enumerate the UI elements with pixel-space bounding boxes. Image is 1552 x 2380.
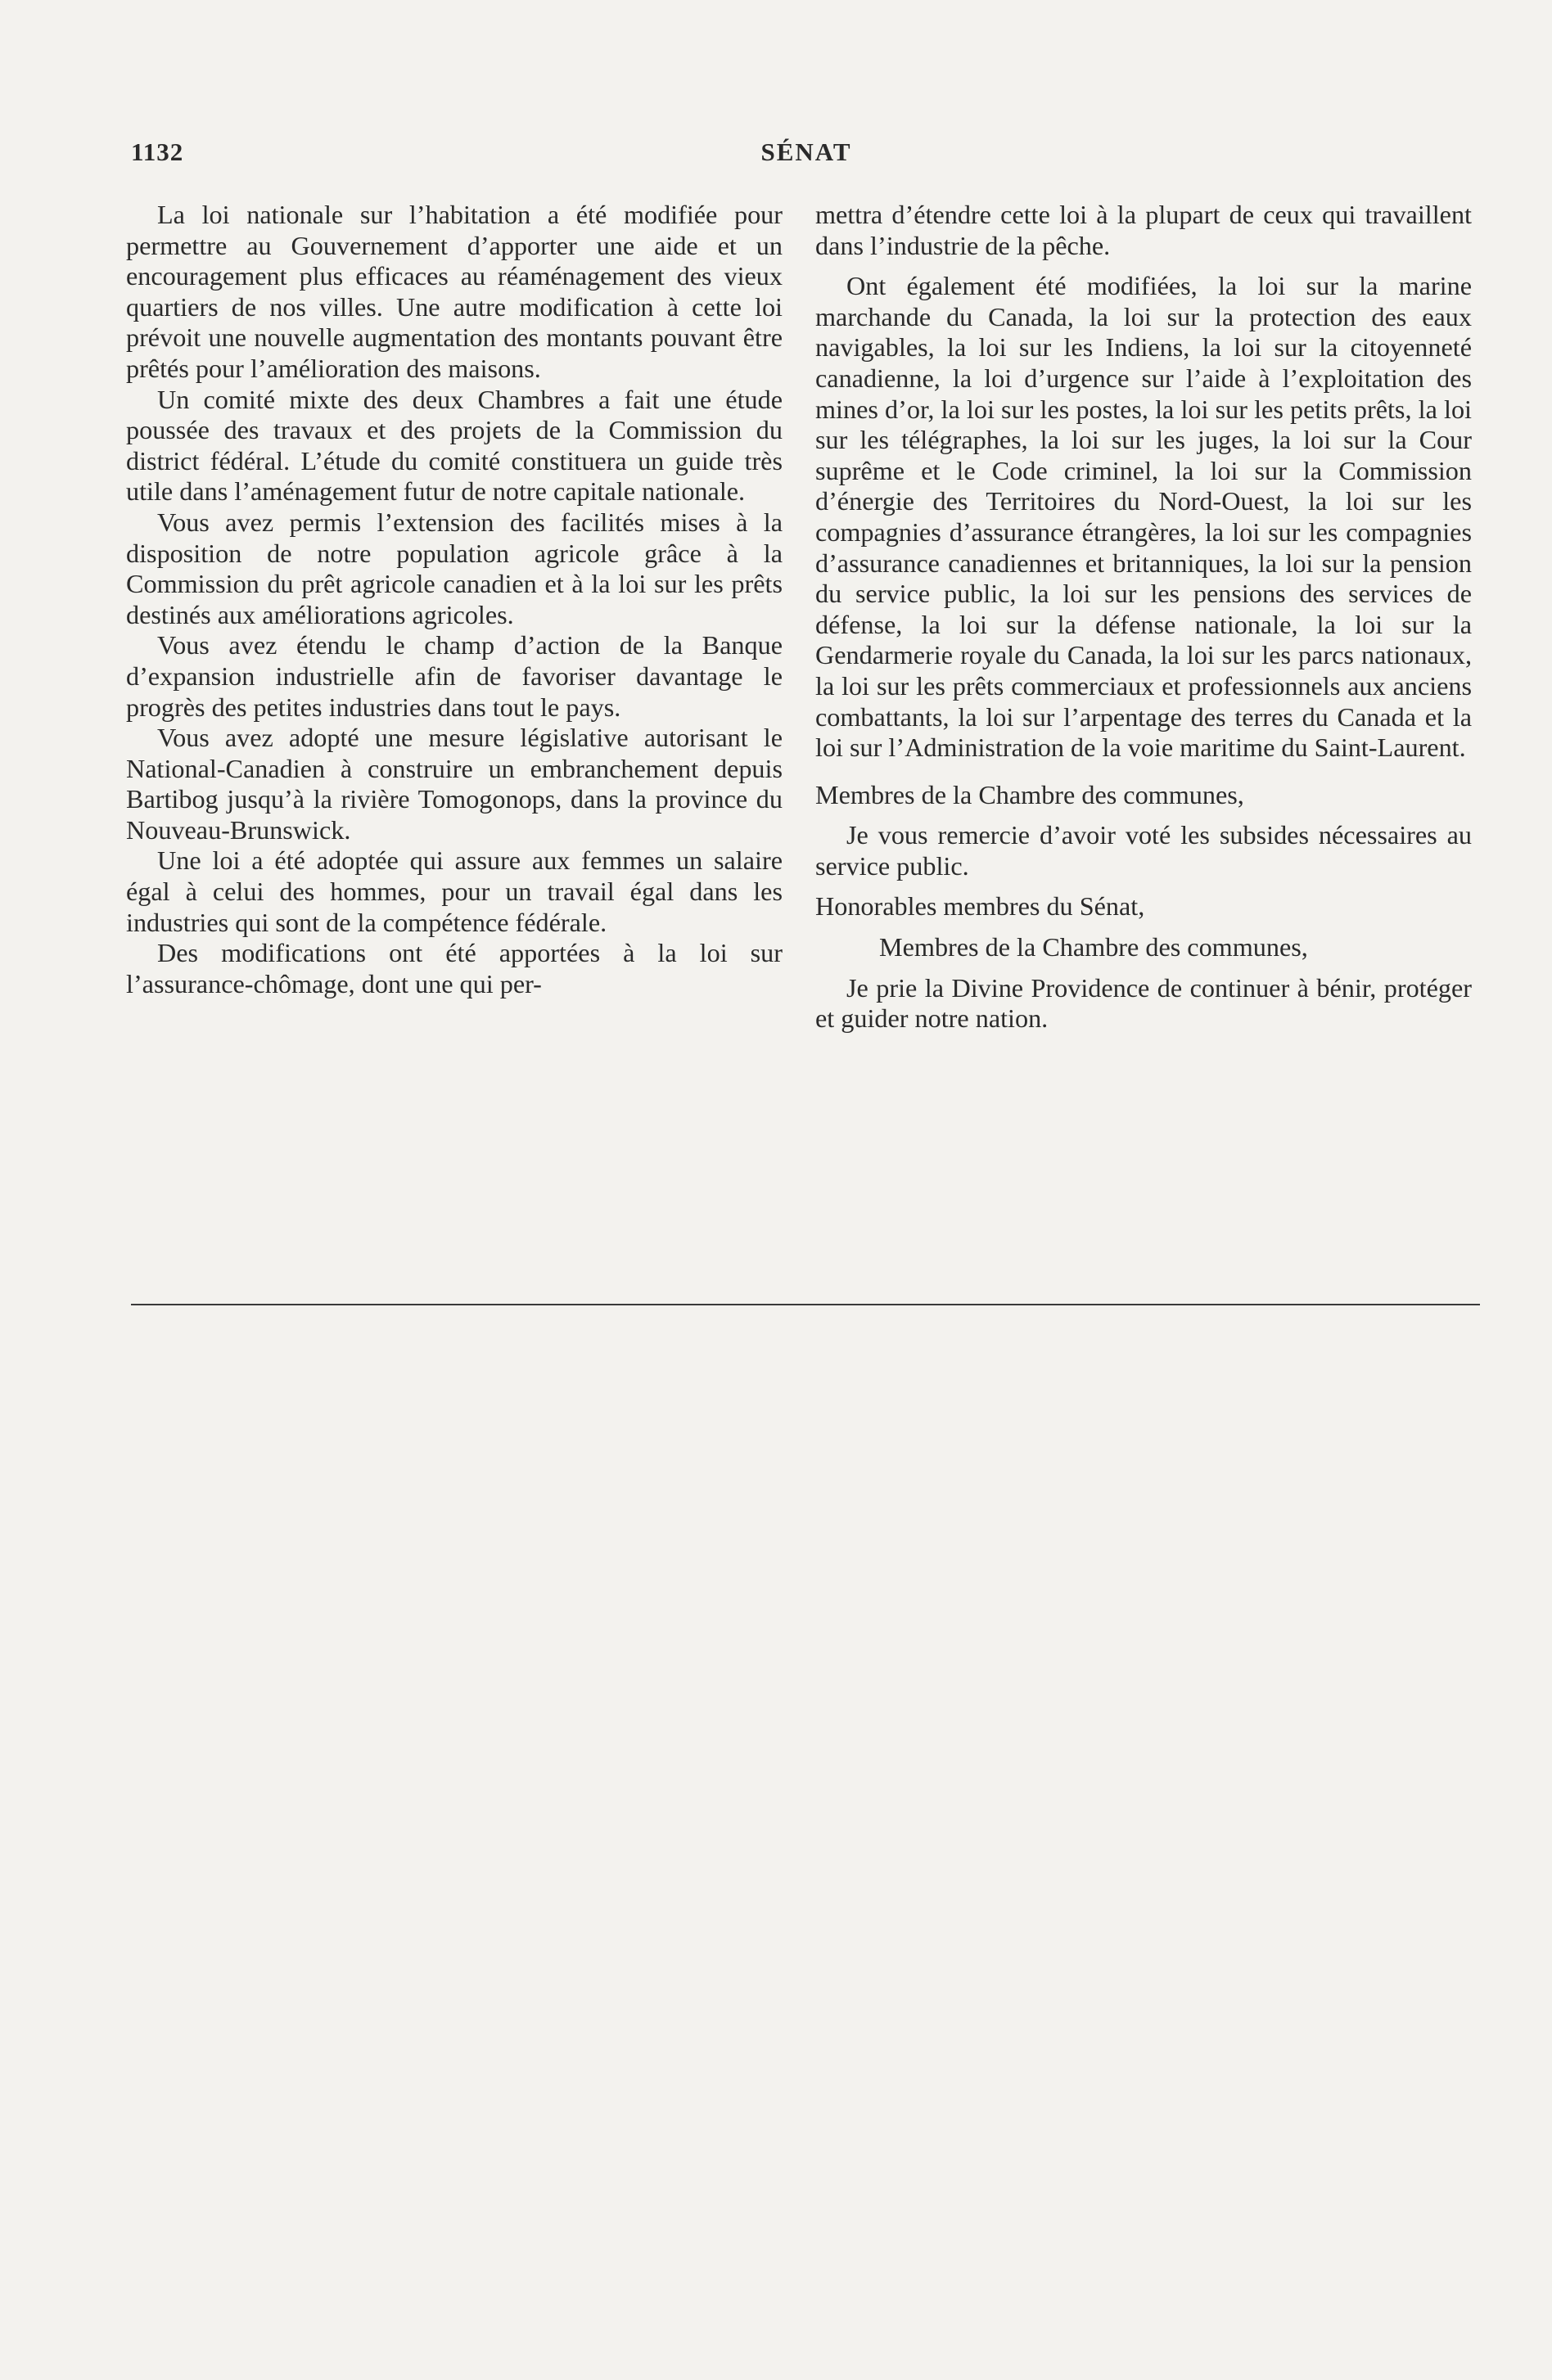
paragraph-unemployment-insurance: Des modifications ont été apportées à la loi sur l’assurance-chômage, dont une qui per- [126, 938, 783, 998]
address-commons: Membres de la Chambre des communes, [815, 779, 1244, 809]
paragraph-industrial-bank: Vous avez étendu le champ d’action de la Banque d’expansion industrielle afin de favoriser davantage le progrès des petites industries dans tout le pays. [126, 630, 783, 722]
address-senate: Honorables membres du Sénat, [815, 891, 1145, 922]
paragraph-thanks: Je vous remercie d’avoir voté les subsides nécessaires au service public. [815, 820, 1472, 881]
paragraph-amended-acts: Ont également été modifiées, la loi sur la marine marchande du Canada, la loi sur la protection des eaux navigables, la loi sur les Indiens, la loi sur la citoyenneté canadienne, la loi d’urgence sur l’aide à l’exploitation des mines d’or, la loi sur les postes, la loi sur les petits prêts, la loi sur les télégraphes, la loi sur les juges, la loi sur la Cour suprême et le Code criminel, la loi sur la Commission d’énergie des Territoires du Nord-Ouest, la loi sur les compagnies d’assurance étrangères, la loi sur les compagnies d’assurance canadiennes et britanniques, la loi sur la pension du service public, la loi sur les pensions des services de défense, la loi sur la défense nationale, la loi sur la Gendarmerie royale du Canada, la loi sur les parcs nationaux, la loi sur les prêts commerciaux et professionnels aux anciens combattants, la loi sur l’arpentage des terres du Canada et la loi sur l’Administration de la voie maritime du Saint-Laurent. [815, 271, 1472, 763]
paragraph-railway: Vous avez adopté une mesure législative autorisant le National-Canadien à construire un embranchement depuis Bartibog jusqu’à la rivière Tomogonops, dans la province du Nouveau-Brunswick. [126, 723, 783, 845]
page-title: SÉNAT [760, 137, 852, 166]
horizontal-rule [131, 1304, 1480, 1305]
left-column [126, 200, 783, 999]
paragraph-prayer: Je prie la Divine Providence de continuer à bénir, protéger et guider notre nation. [815, 972, 1472, 1034]
right-column [815, 200, 1472, 1034]
address-commons-second: Membres de la Chambre des communes, [879, 932, 1308, 962]
page-number: 1132 [131, 137, 184, 166]
paragraph-federal-district: Un comité mixte des deux Chambres a fait une étude poussée des travaux et des projets de la Commission du district fédéral. L’étude du comité constituera un guide très utile dans l’aménagement futur de notre capitale nationale. [126, 384, 783, 507]
paragraph-equal-pay: Une loi a été adoptée qui assure aux femmes un salaire égal à celui des hommes, pour un travail égal dans les industries qui sont de la compétence fédérale. [126, 845, 783, 937]
page-header [131, 137, 1482, 170]
paragraph-housing: La loi nationale sur l’habitation a été modifiée pour permettre au Gouvernement d’apporter une aide et un encouragement plus efficaces au réaménagement des vieux quartiers de nos villes. Une autre modification à cette loi prévoit une nouvelle augmentation des montants pouvant être prêtés pour l’amélioration des maisons. [126, 200, 783, 383]
paragraph-continuation: mettra d’étendre cette loi à la plupart de ceux qui travaillent dans l’industrie de la pêche. [815, 200, 1472, 260]
paragraph-farm-credit: Vous avez permis l’extension des facilités mises à la disposition de notre population agricole grâce à la Commission du prêt agricole canadien et à la loi sur les prêts destinés aux améliorations agricoles. [126, 507, 783, 629]
